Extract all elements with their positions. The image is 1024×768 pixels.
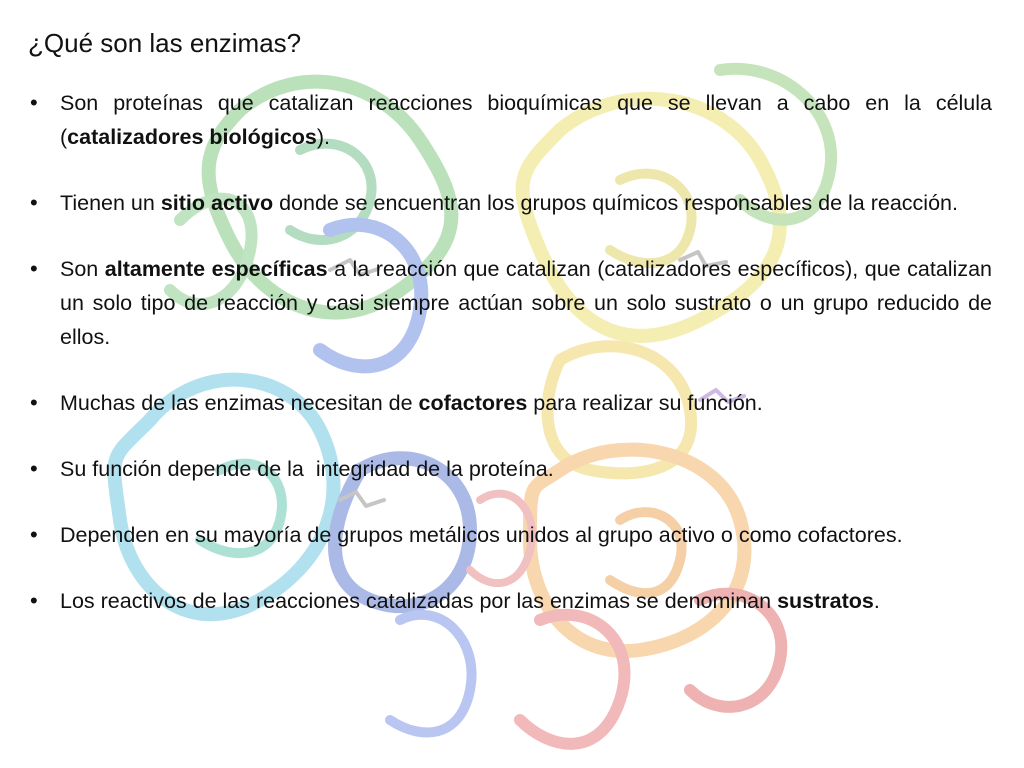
bullet-item [28,518,992,552]
bullet-item [28,584,992,618]
bullet-glyph: • [30,256,38,281]
bullet-text: donde se encuentran los grupos químicos responsables de la reacción. [273,191,958,215]
bullet-text: ). [316,125,331,149]
bullet-item [28,86,992,154]
bullet-glyph: • [30,190,38,215]
bullet-text: . [873,589,880,613]
bullet-text: Dependen en su mayoría de grupos metálicos unidos al grupo activo o como cofactores. [60,523,903,547]
slide-title: ¿Qué son las enzimas? [28,28,302,58]
bullet-text: Los reactivos de las reacciones catalizadas por las enzimas se denominan [60,589,778,613]
bullet-text: Muchas de las enzimas necesitan de [60,391,419,415]
bullet-text: para realizar su función. [527,391,763,415]
bullet-item [28,186,992,220]
bullet-bold-text: cofactores [418,391,528,415]
bullet-glyph: • [30,522,38,547]
bullet-list [28,86,992,618]
bullet-bold-text: catalizadores biológicos [67,125,317,149]
bullet-text: a la reacción que catalizan (catalizadores específicos), que catalizan un solo tipo de reacción y casi siempre actúan sobre un solo sustrato o un grupo reducido de ellos. [60,257,992,349]
bullet-bold-text: sustratos [777,589,874,613]
bullet-item [28,386,992,420]
slide-content [28,26,992,618]
bullet-text: Son [60,257,105,281]
bullet-item [28,252,992,354]
bullet-glyph: • [30,390,38,415]
bullet-item [28,452,992,486]
ribbon-blue-3 [390,615,472,733]
bullet-text: Son proteínas que catalizan reacciones bioquímicas que se llevan a cabo en la célula ( [60,91,992,149]
bullet-bold-text: sitio activo [160,191,274,215]
bullet-text: Tienen un [60,191,161,215]
bullet-bold-text: altamente específicas [104,257,328,281]
bullet-glyph: • [30,456,38,481]
bullet-glyph: • [30,90,38,115]
bullet-text: Su función depende de la integridad de la proteína. [60,457,554,481]
bullet-glyph: • [30,588,38,613]
